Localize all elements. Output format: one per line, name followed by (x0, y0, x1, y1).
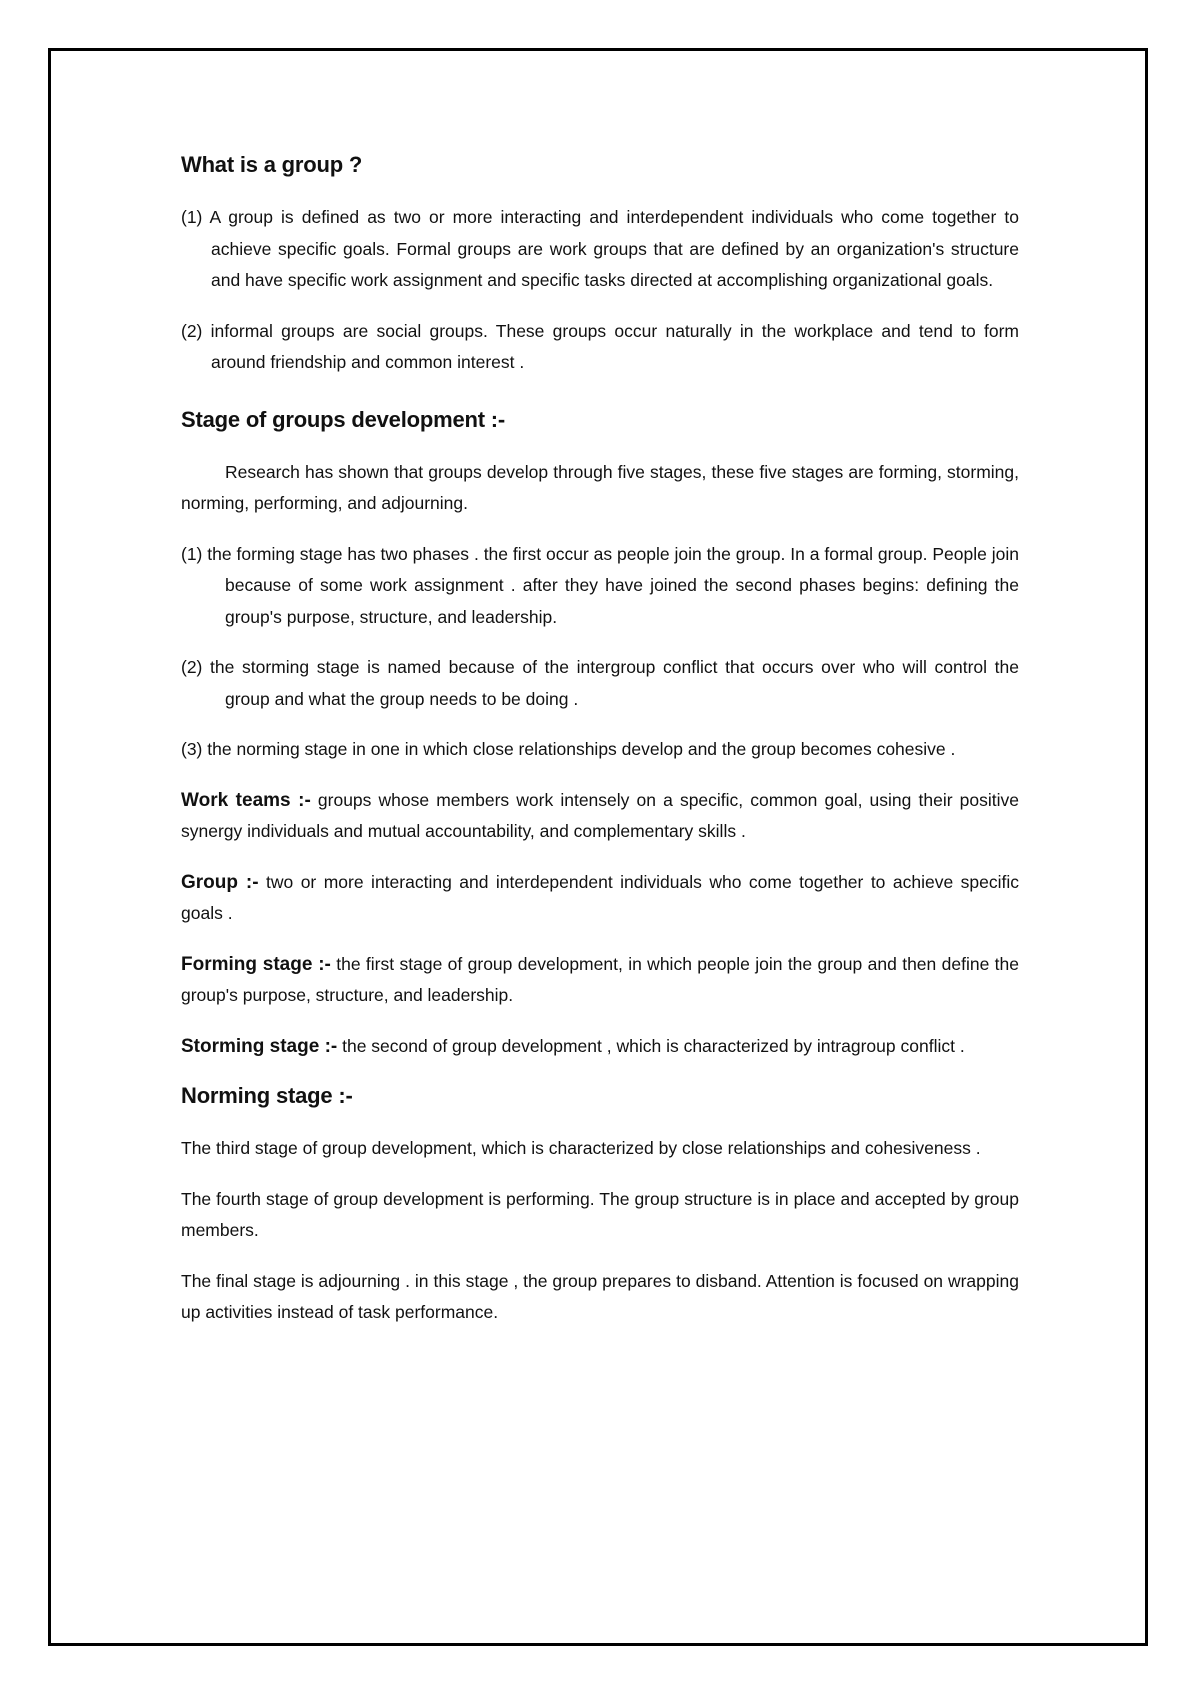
definition-forming-stage (181, 949, 1019, 1012)
item-text: the norming stage in one in which close relationships develop and the group becomes cohesive . (207, 739, 956, 759)
item-text: the storming stage is named because of the intergroup conflict that occurs over who will control the group and what the group needs to be doing . (210, 657, 1019, 709)
item-number: (3) (181, 739, 203, 759)
definition-separator: :- (312, 953, 331, 975)
definition-term: Work teams (181, 789, 291, 811)
group-definition-item-1 (181, 202, 1019, 297)
heading-what-is-a-group: What is a group ? (181, 152, 363, 177)
stages-intro-paragraph: Research has shown that groups develop through five stages, these five stages are forming, storming, norming, performing, and adjourning. (181, 461, 1019, 513)
group-definition-item-2 (181, 316, 1019, 379)
definition-text: two or more interacting and interdependent individuals who come together to achieve specific goals . (181, 871, 1020, 923)
definition-separator: :- (319, 1035, 338, 1057)
definition-work-teams (181, 785, 1019, 848)
adjourning-paragraph: The final stage is adjourning . in this stage , the group prepares to disband. Attention is focused on wrapping up activities instead of task performance. (181, 1270, 1019, 1322)
definition-term: Storming stage (181, 1035, 320, 1057)
definition-separator: :- (290, 789, 311, 811)
stage-item-2 (181, 652, 1019, 715)
definition-text: the first stage of group development, in which people join the group and then define the group's purpose, structure, and leadership. (181, 953, 1020, 1005)
heading-stage-of-groups-development: Stage of groups development :- (181, 406, 506, 432)
performing-paragraph: The fourth stage of group development is performing. The group structure is in place and accepted by group members. (181, 1188, 1019, 1240)
definition-text: groups whose members work intensely on a specific, common goal, using their positive synergy individuals and mutual accountability, and complementary skills . (181, 789, 1019, 841)
stage-item-3 (181, 734, 1019, 766)
item-number: (2) (181, 657, 203, 677)
document-body (181, 150, 1019, 1348)
definition-text: the second of group development , which is characterized by intragroup conflict . (337, 1035, 965, 1056)
stage-item-1 (181, 539, 1019, 634)
item-number: (2) (181, 320, 203, 341)
definition-term: Forming stage (181, 953, 313, 975)
item-number: (1) (181, 207, 203, 227)
heading-norming-stage: Norming stage :- (181, 1083, 353, 1108)
definition-storming-stage (181, 1031, 1019, 1063)
definition-separator: :- (238, 871, 259, 893)
item-number: (1) (181, 543, 203, 564)
item-text: A group is defined as two or more interacting and interdependent individuals who come together to achieve specific goals. Formal groups are work groups that are defined by an organization's structure and have specific work assignment and specific tasks directed at accomplishing organizational goals. (209, 207, 1019, 290)
norming-paragraph: The third stage of group development, which is characterized by close relationships and cohesiveness . (181, 1138, 981, 1158)
definition-term: Group (181, 871, 238, 893)
definition-group (181, 867, 1019, 930)
item-text: the forming stage has two phases . the first occur as people join the group. In a formal group. People join because of some work assignment . after they have joined the second phases begins: defining the group's purpose, structure, and leadership. (207, 543, 1019, 627)
item-text: informal groups are social groups. These groups occur naturally in the workplace and tend to form around friendship and common interest . (210, 320, 1019, 372)
